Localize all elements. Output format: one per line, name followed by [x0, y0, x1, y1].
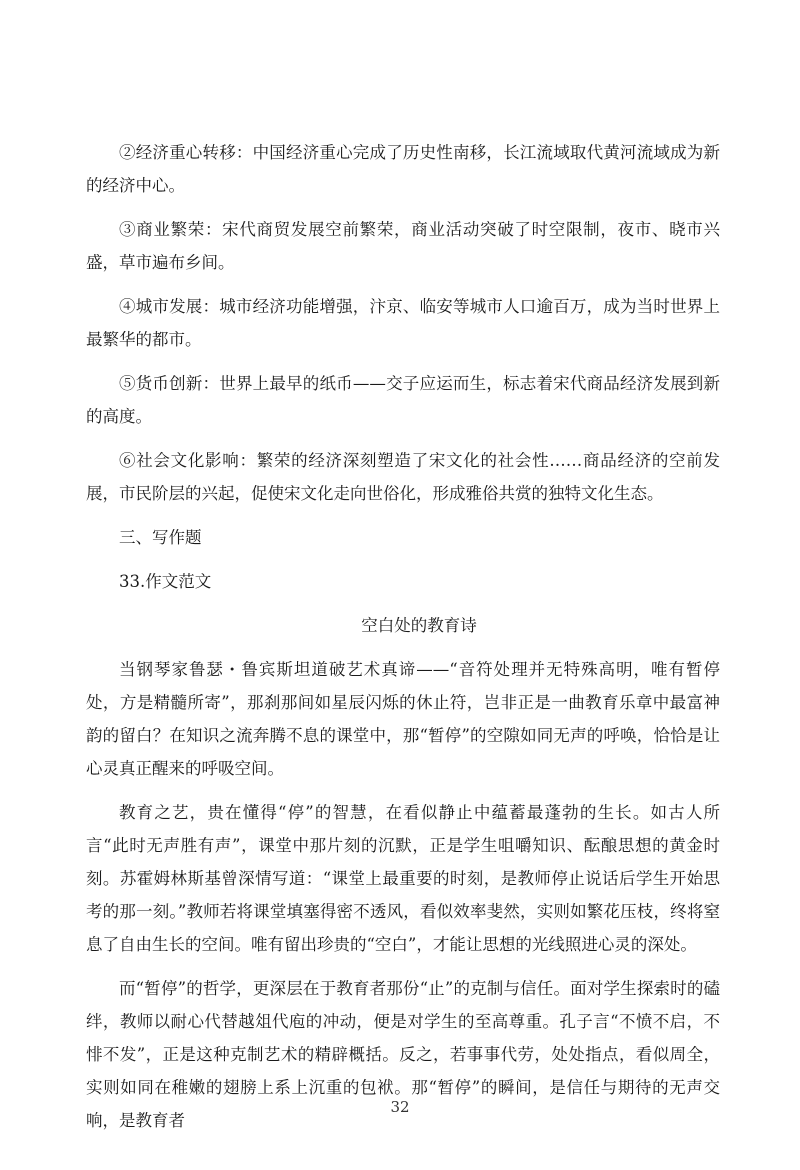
paragraph-social-culture: ⑥社会文化影响：繁荣的经济深刻塑造了宋文化的社会性……商品经济的空前发展，市民阶层的兴起，促使宋文化走向世俗化，形成雅俗共赏的独特文化生态。: [86, 451, 720, 503]
page-number: 32: [390, 1098, 410, 1116]
essay-paragraph-3: 而“暂停”的哲学，更深层在于教育者那份“止”的克制与信任。面对学生探索时的磕绊，教师以耐心代替越俎代庖的冲动，便是对学生的至高尊重。孔子言“不愤不启，不悱不发”，正是这种克制艺术的精辟概括。反之，若事事代劳，处处指点，看似周全，实则如同在稚嫩的翅膀上系上沉重的包袱。那“暂停”的瞬间，是信任与期待的无声交响，是教育者: [86, 979, 720, 1130]
section-heading: 三、写作题: [119, 528, 202, 547]
question-label: 33.作文范文: [119, 572, 212, 591]
essay-paragraph-2: 教育之艺，贵在懂得“停”的智慧，在看似静止中蕴蓄最蓬勃的生长。如古人所言“此时无声胜有声”，课堂中那片刻的沉默，正是学生咀嚼知识、酝酿思想的黄金时刻。苏霍姆林斯基曾深情写道：“课堂上最重要的时刻，是教师停止说话后学生开始思考的那一刻。”教师若将课堂填塞得密不透风，看似效率斐然，实则如繁花压枝，终将窒息了自由生长的空间。唯有留出珍贵的“空白”，才能让思想的光线照进心灵的深处。: [86, 803, 720, 954]
essay-title: 空白处的教育诗: [361, 616, 477, 635]
paragraph-economic-center: ②经济重心转移：中国经济重心完成了历史性南移，长江流域取代黄河流域成为新的经济中心。: [86, 143, 720, 195]
paragraph-commerce: ③商业繁荣：宋代商贸发展空前繁荣，商业活动突破了时空限制，夜市、晓市兴盛，草市遍布乡间。: [86, 220, 720, 272]
page-content: [86, 136, 720, 1148]
essay-paragraph-1: 当钢琴家鲁瑟・鲁宾斯坦道破艺术真谛——“音符处理并无特殊高明，唯有暂停处，方是精髓所寄”，那刹那间如星辰闪烁的休止符，岂非正是一曲教育乐章中最富神韵的留白？在知识之流奔腾不息的课堂中，那“暂停”的空隙如同无声的呼唤，恰恰是让心灵真正醒来的呼吸空间。: [86, 660, 720, 778]
paragraph-currency: ⑤货币创新：世界上最早的纸币——交子应运而生，标志着宋代商品经济发展到新的高度。: [86, 374, 720, 426]
paragraph-city-development: ④城市发展：城市经济功能增强，汴京、临安等城市人口逾百万，成为当时世界上最繁华的都市。: [86, 297, 720, 349]
